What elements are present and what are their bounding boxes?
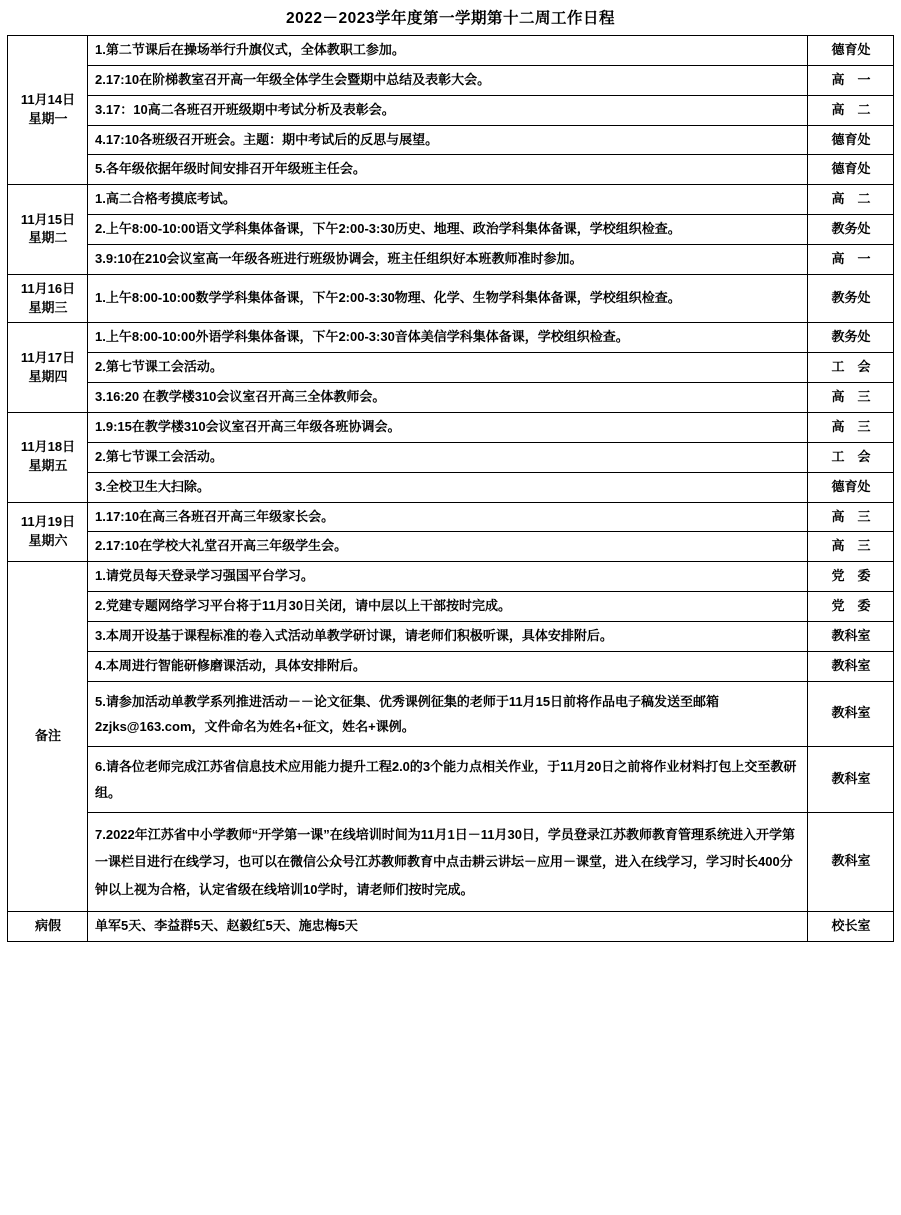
department-cell: 教科室	[808, 621, 894, 651]
department-cell: 德育处	[808, 36, 894, 66]
table-row	[8, 323, 894, 353]
day-date: 11月19日	[20, 514, 76, 529]
table-row	[8, 651, 894, 681]
table-row	[8, 65, 894, 95]
note-item: 5.请参加活动单教学系列推进活动－－论文征集、优秀课例征集的老师于11月15日前将作品电子稿发送至邮箱2zjks@163.com，文件命名为姓名+征文，姓名+课例。	[88, 681, 808, 747]
day-date: 11月17日	[20, 349, 76, 365]
table-row	[8, 383, 894, 413]
department-cell: 党 委	[808, 592, 894, 622]
department-cell: 德育处	[808, 125, 894, 155]
table-row	[8, 36, 894, 66]
department-cell: 高 一	[808, 244, 894, 274]
day-date: 11月15日	[20, 211, 76, 227]
department-cell: 教务处	[808, 323, 894, 353]
schedule-item: 2.上午8:00-10:00语文学科集体备课，下午2:00-3:30历史、地理、政治学科集体备课，学校组织检查。	[88, 215, 808, 245]
schedule-item: 1.高二合格考摸底考试。	[88, 185, 808, 215]
table-row	[8, 502, 894, 532]
note-item: 4.本周进行智能研修磨课活动，具体安排附后。	[88, 651, 808, 681]
sick-leave-label-cell: 病假	[8, 911, 88, 941]
day-cell-friday	[8, 412, 88, 502]
table-row	[8, 812, 894, 911]
day-date: 11月14日	[20, 92, 76, 108]
day-date: 11月18日	[20, 439, 76, 455]
day-cell-tuesday	[8, 185, 88, 275]
table-row	[8, 621, 894, 651]
table-row	[8, 472, 894, 502]
department-cell: 教科室	[808, 651, 894, 681]
table-row	[8, 125, 894, 155]
table-row	[8, 442, 894, 472]
schedule-item: 1.第二节课后在操场举行升旗仪式，全体教职工参加。	[88, 36, 808, 66]
day-weekday: 星期六	[28, 532, 68, 548]
department-cell: 校长室	[808, 911, 894, 941]
department-cell: 高 三	[808, 502, 894, 532]
schedule-item: 3.17：10高二各班召开班级期中考试分析及表彰会。	[88, 95, 808, 125]
department-cell: 高 二	[808, 95, 894, 125]
department-cell: 高 二	[808, 185, 894, 215]
page-title: 2022－2023学年度第一学期第十二周工作日程	[286, 10, 615, 27]
schedule-item: 1.9:15在教学楼310会议室召开高三年级各班协调会。	[88, 412, 808, 442]
table-row	[8, 412, 894, 442]
table-row	[8, 274, 894, 323]
table-row	[8, 592, 894, 622]
day-weekday: 星期五	[28, 458, 68, 474]
table-row	[8, 155, 894, 185]
schedule-item: 5.各年级依据年级时间安排召开年级班主任会。	[88, 155, 808, 185]
table-row	[8, 353, 894, 383]
schedule-item: 2.17:10在学校大礼堂召开高三年级学生会。	[88, 532, 808, 562]
schedule-table	[7, 35, 894, 942]
day-weekday: 星期二	[28, 230, 68, 246]
department-cell: 高 三	[808, 412, 894, 442]
department-cell: 工 会	[808, 353, 894, 383]
department-cell: 工 会	[808, 442, 894, 472]
schedule-item: 1.上午8:00-10:00外语学科集体备课，下午2:00-3:30音体美信学科集体备课，学校组织检查。	[88, 323, 808, 353]
table-row	[8, 681, 894, 747]
table-row	[8, 532, 894, 562]
department-cell: 教务处	[808, 274, 894, 323]
department-cell: 教科室	[808, 681, 894, 747]
day-weekday: 星期三	[28, 299, 68, 315]
note-item: 1.请党员每天登录学习强国平台学习。	[88, 562, 808, 592]
schedule-item: 2.17:10在阶梯教室召开高一年级全体学生会暨期中总结及表彰大会。	[88, 65, 808, 95]
department-cell: 德育处	[808, 472, 894, 502]
day-cell-thursday	[8, 323, 88, 413]
schedule-item: 3.9:10在210会议室高一年级各班进行班级协调会，班主任组织好本班教师准时参加。	[88, 244, 808, 274]
table-row	[8, 95, 894, 125]
schedule-item: 3.全校卫生大扫除。	[88, 472, 808, 502]
department-cell: 党 委	[808, 562, 894, 592]
table-row	[8, 244, 894, 274]
note-item: 2.党建专题网络学习平台将于11月30日关闭，请中层以上干部按时完成。	[88, 592, 808, 622]
department-cell: 高 三	[808, 383, 894, 413]
schedule-item: 3.16:20 在教学楼310会议室召开高三全体教师会。	[88, 383, 808, 413]
day-cell-monday	[8, 36, 88, 185]
day-cell-wednesday	[8, 274, 88, 323]
department-cell: 教科室	[808, 812, 894, 911]
sick-leave-item: 单军5天、李益群5天、赵毅红5天、施忠梅5天	[88, 911, 808, 941]
day-weekday: 星期一	[28, 111, 68, 127]
table-row	[8, 185, 894, 215]
table-row	[8, 911, 894, 941]
schedule-item: 1.上午8:00-10:00数学学科集体备课，下午2:00-3:30物理、化学、生物学科集体备课，学校组织检查。	[88, 274, 808, 323]
schedule-item: 4.17:10各班级召开班会。主题：期中考试后的反思与展望。	[88, 125, 808, 155]
notes-label-cell: 备注	[8, 562, 88, 912]
day-date: 11月16日	[20, 280, 76, 296]
department-cell: 教科室	[808, 747, 894, 813]
department-cell: 教务处	[808, 215, 894, 245]
schedule-item: 2.第七节课工会活动。	[88, 353, 808, 383]
department-cell: 高 三	[808, 532, 894, 562]
note-item: 6.请各位老师完成江苏省信息技术应用能力提升工程2.0的3个能力点相关作业，于11月20日之前将作业材料打包上交至教研组。	[88, 747, 808, 813]
department-cell: 德育处	[808, 155, 894, 185]
schedule-item: 2.第七节课工会活动。	[88, 442, 808, 472]
note-item: 3.本周开设基于课程标准的卷入式活动单教学研讨课，请老师们积极听课，具体安排附后。	[88, 621, 808, 651]
department-cell: 高 一	[808, 65, 894, 95]
table-row	[8, 562, 894, 592]
note-item: 7.2022年江苏省中小学教师“开学第一课”在线培训时间为11月1日－11月30日，学员登录江苏教师教育管理系统进入开学第一课栏目进行在线学习，也可以在微信公众号江苏教师教育中点击耕云讲坛－应用－课堂，进入在线学习，学习时长400分钟以上视为合格，认定省级在线培训10学时，请老师们按时完成。	[88, 812, 808, 911]
table-row	[8, 215, 894, 245]
day-weekday: 星期四	[28, 368, 68, 384]
table-row	[8, 747, 894, 813]
schedule-item: 1.17:10在高三各班召开高三年级家长会。	[88, 502, 808, 532]
day-cell-saturday	[8, 502, 88, 562]
schedule-table-body	[8, 36, 894, 942]
